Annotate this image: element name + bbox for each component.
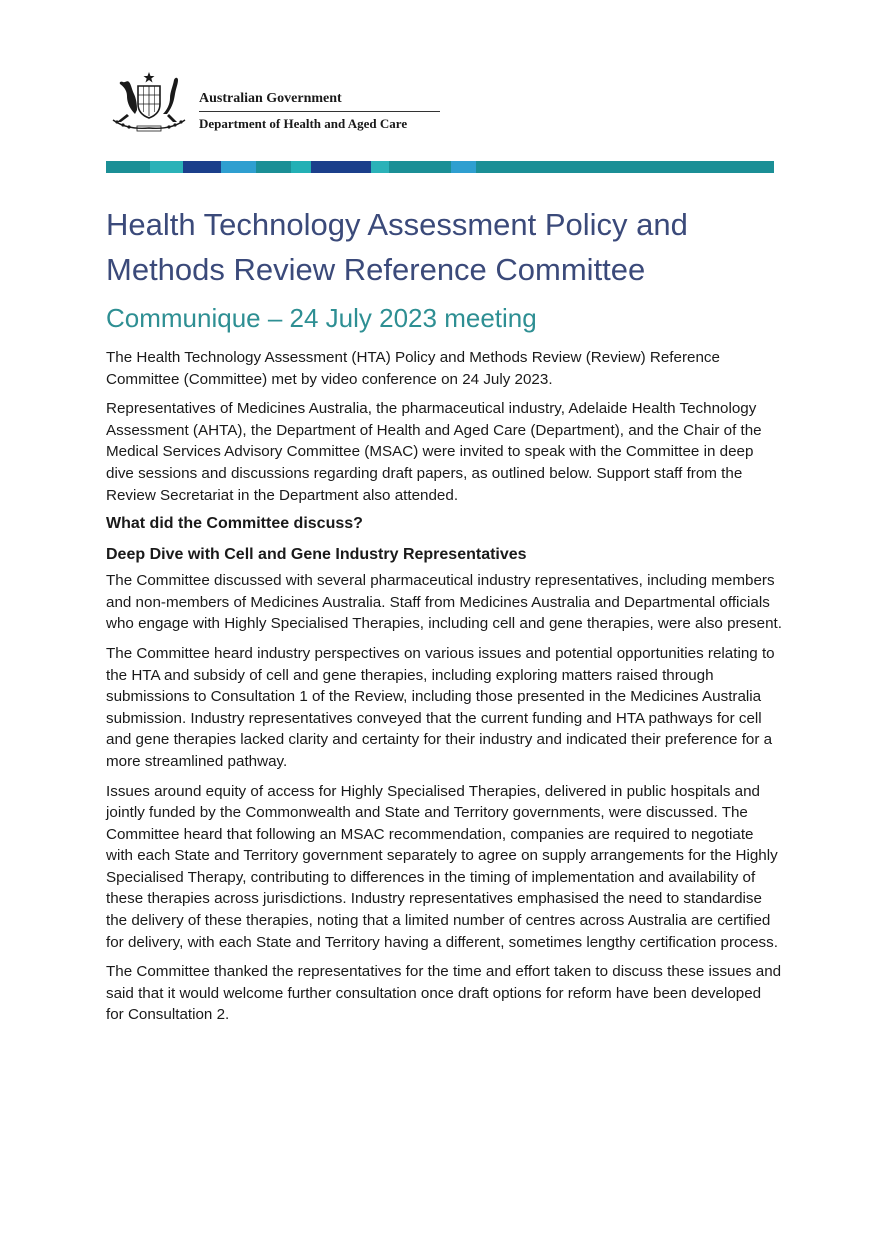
band-segment [311, 161, 371, 173]
logo-text [199, 90, 449, 132]
subsection-heading: Deep Dive with Cell and Gene Industry Representatives [106, 546, 527, 564]
band-segment [256, 161, 291, 173]
band-segment [150, 161, 183, 173]
document-body [106, 347, 782, 1034]
band-segment [476, 161, 774, 173]
logo-divider [199, 111, 440, 112]
band-segment [389, 161, 451, 173]
paragraph-intro-2: Representatives of Medicines Australia, the pharmaceutical industry, Adelaide Health Technology Assessment (AHTA), the Department of Health and Aged Care (Department), and the Chair of the Medical Services Advisory Committee (MSAC) were invited to speak with the Committee in deep dive sessions and discussions regarding draft papers, as outlined below. Support staff from the Review Secretariat in the Department also attended. [106, 400, 762, 504]
band-segment [371, 161, 389, 173]
paragraph-deep-dive-4: The Committee thanked the representatives for the time and effort taken to discuss these issues and said that it would welcome further consultation once draft options for reform have been developed for Consultation 2. [106, 963, 782, 1024]
band-segment [291, 161, 311, 173]
document-subtitle: Communique – 24 July 2023 meeting [106, 303, 537, 333]
band-segment [106, 161, 150, 173]
band-segment [183, 161, 221, 173]
government-name: Australian Government [199, 91, 342, 106]
document-title: Health Technology Assessment Policy and Methods Review Reference Committee [106, 207, 688, 287]
paragraph-intro-1: The Health Technology Assessment (HTA) Policy and Methods Review (Review) Reference Committee (Committee) met by video conference on 24 July 2023. [106, 349, 720, 388]
department-name: Department of Health and Aged Care [199, 116, 408, 131]
government-logo [107, 70, 447, 140]
band-segment [221, 161, 256, 173]
coat-of-arms-icon [107, 70, 191, 136]
section-heading: What did the Committee discuss? [106, 515, 363, 533]
decorative-color-band [106, 161, 774, 173]
paragraph-deep-dive-3: Issues around equity of access for Highly Specialised Therapies, delivered in public hospitals and jointly funded by the Commonwealth and State and Territory governments, were discussed. The Committee heard that following an MSAC recommendation, companies are required to negotiate with each State and Territory government separately to agree on supply arrangements for the Highly Specialised Therapy, contributing to differences in the timing of implementation and availability of these therapies across jurisdictions. Industry representatives emphasised the need to standardise the delivery of these therapies, noting that a limited number of centres across Australia are certified for delivery, with each State and Territory having a different, sometimes lengthy certification process. [106, 782, 778, 951]
band-segment [451, 161, 476, 173]
paragraph-deep-dive-1: The Committee discussed with several pharmaceutical industry representatives, including members and non-members of Medicines Australia. Staff from Medicines Australia and Departmental officials who engage with Highly Specialised Therapies, including cell and gene therapies, were also present. [106, 572, 782, 633]
paragraph-deep-dive-2: The Committee heard industry perspectives on various issues and potential opportunities relating to the HTA and subsidy of cell and gene therapies, including exploring matters raised through submissions to Consultation 1 of the Review, including those presented in the Medicines Australia submission. Industry representatives conveyed that the current funding and HTA pathways for cell and gene therapies lacked clarity and certainty for their industry and indicated their preference for a more streamlined pathway. [106, 644, 775, 770]
